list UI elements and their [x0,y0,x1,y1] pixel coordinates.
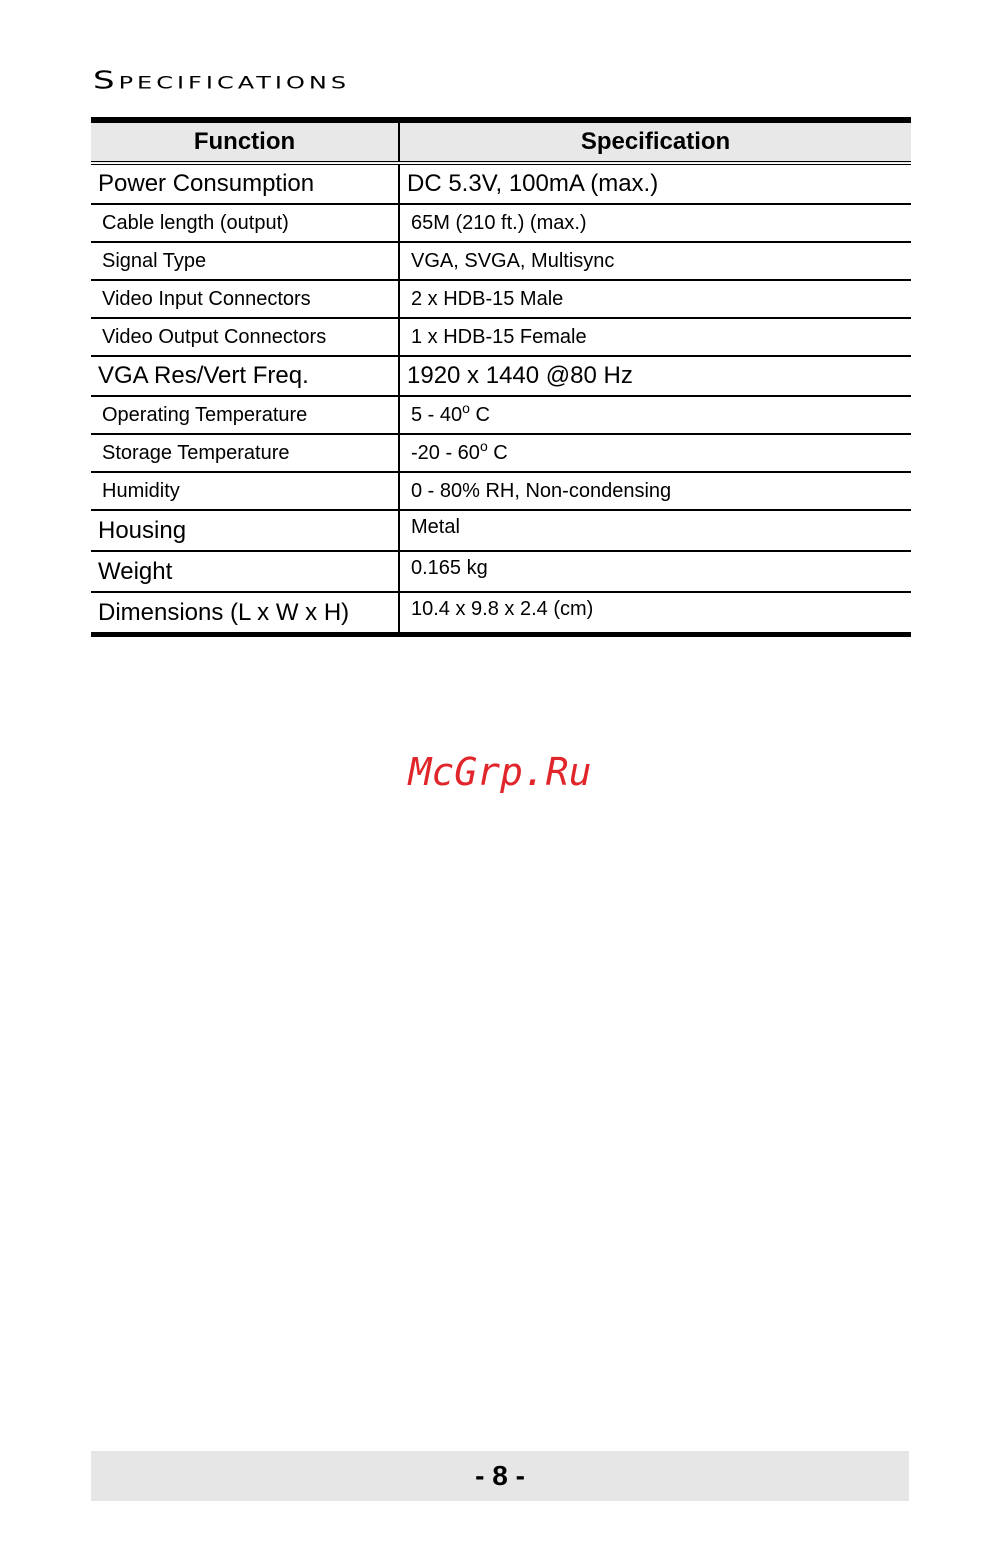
table-row [91,318,911,356]
table-row [91,472,911,510]
function-cell: Cable length (output) [91,204,399,242]
function-cell: VGA Res/Vert Freq. [91,356,399,396]
spec-cell: 0.165 kg [399,551,911,592]
spec-cell: VGA, SVGA, Multisync [399,242,911,280]
table-row [91,204,911,242]
table-row [91,510,911,551]
table-row [91,356,911,396]
specifications-table [91,117,911,637]
table-row [91,551,911,592]
spec-cell: 1920 x 1440 @80 Hz [399,356,911,396]
spec-cell: 5 - 40$^o$ C [399,396,911,434]
function-cell: Video Input Connectors [91,280,399,318]
table-row [91,242,911,280]
spec-cell: 65M (210 ft.) (max.) [399,204,911,242]
degree-superscript: o [479,437,488,454]
spec-cell: 2 x HDB-15 Male [399,280,911,318]
table-row [91,592,911,635]
function-cell: Operating Temperature [91,396,399,434]
degree-superscript: o [462,399,470,416]
spec-cell: 1 x HDB-15 Female [399,318,911,356]
table-row [91,163,911,204]
page-title: Specifications [93,66,351,95]
spec-cell: -20 - 60$^o$ C [399,434,911,472]
table-row [91,396,911,434]
function-cell: Dimensions (L x W x H) [91,592,399,635]
table-row [91,280,911,318]
function-cell: Power Consumption [91,163,399,204]
spec-cell: DC 5.3V, 100mA (max.) [399,163,911,204]
function-cell: Video Output Connectors [91,318,399,356]
spec-cell: Metal [399,510,911,551]
table-header-row [91,120,911,163]
function-cell: Weight [91,551,399,592]
function-cell: Storage Temperature [91,434,399,472]
column-header-specification: Specification [399,120,911,163]
page-number: - 8 - [91,1451,909,1501]
function-cell: Humidity [91,472,399,510]
watermark: McGrp.Ru [408,750,592,794]
function-cell: Housing [91,510,399,551]
spec-cell: 0 - 80% RH, Non-condensing [399,472,911,510]
table-row [91,434,911,472]
function-cell: Signal Type [91,242,399,280]
column-header-function: Function [91,120,399,163]
spec-cell: 10.4 x 9.8 x 2.4 (cm) [411,598,594,620]
